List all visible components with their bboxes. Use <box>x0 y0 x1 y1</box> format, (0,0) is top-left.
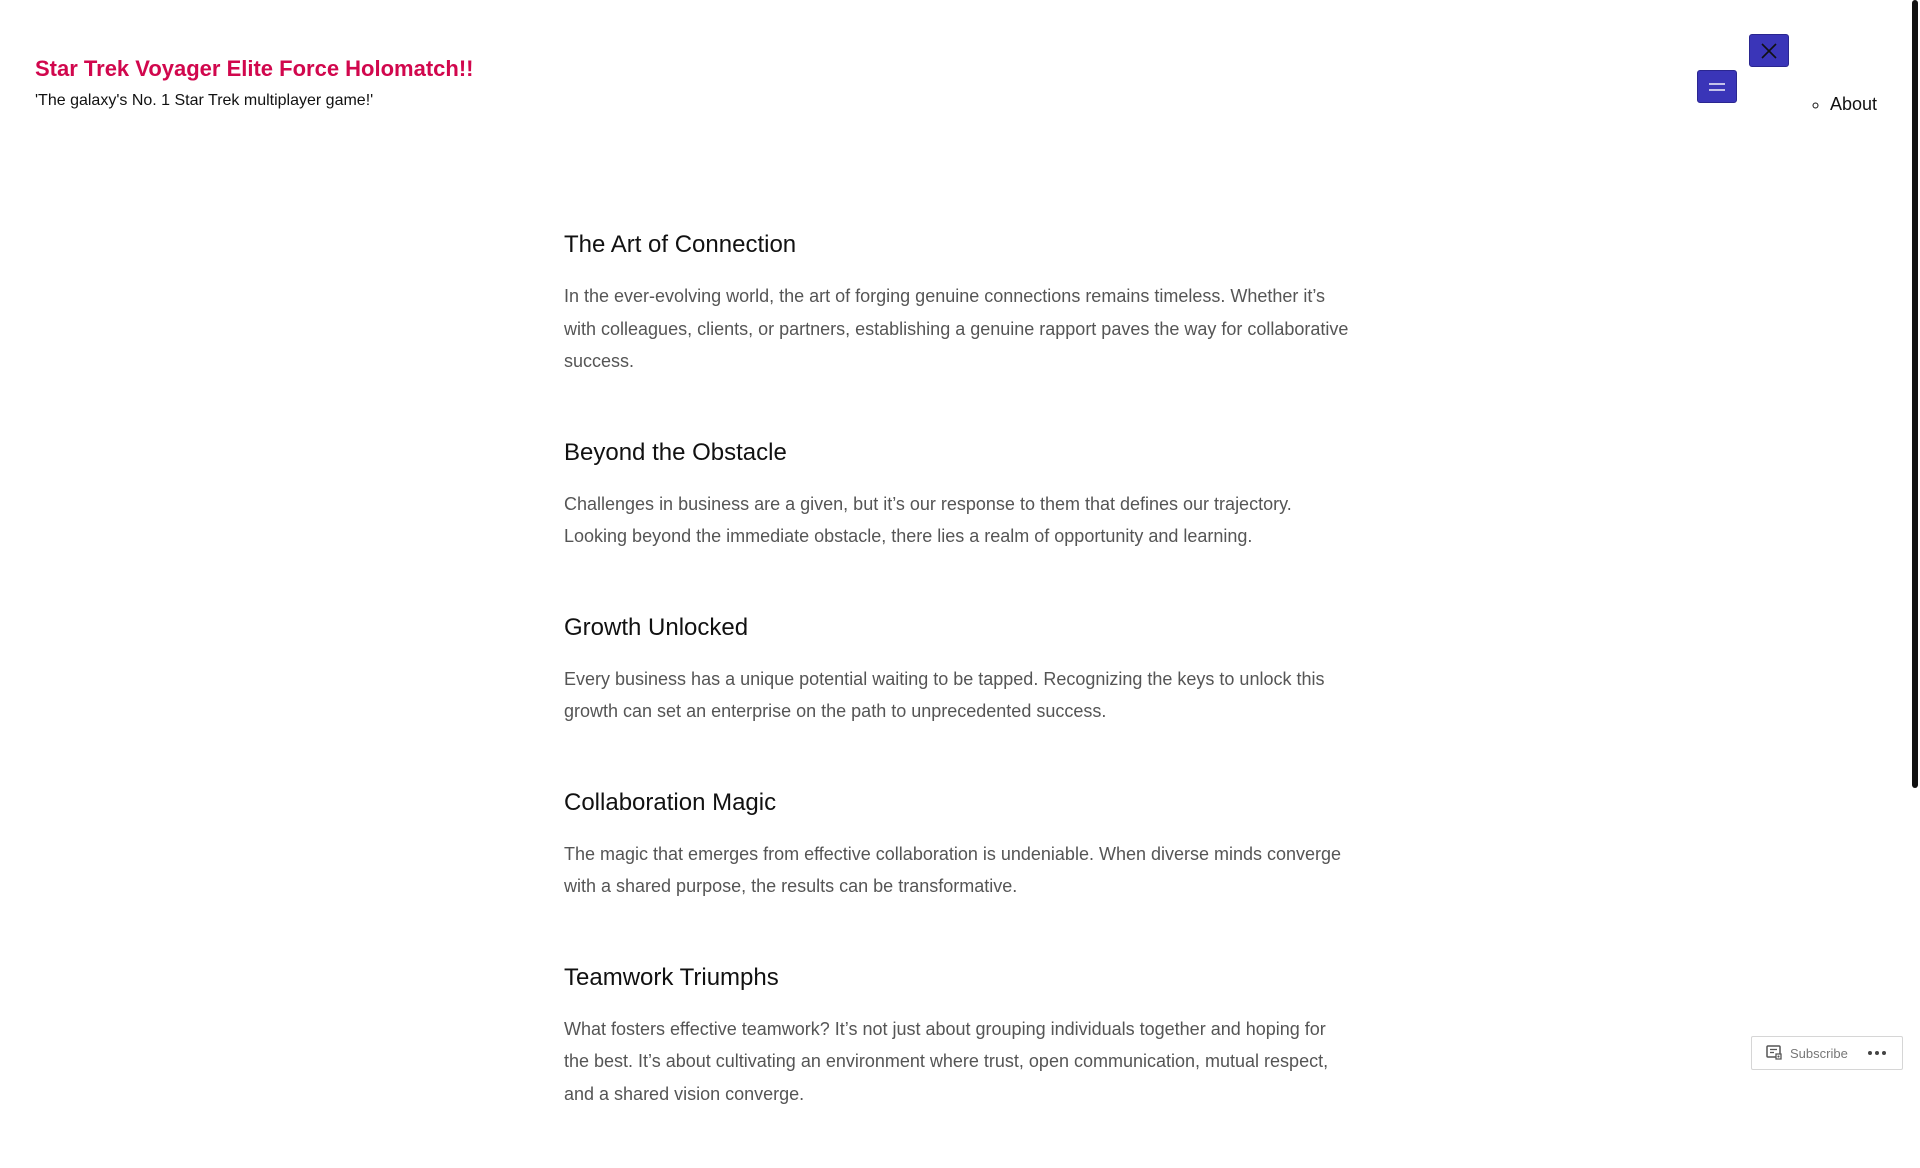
post-title[interactable]: Teamwork Triumphs <box>564 963 779 991</box>
post <box>564 961 1354 1111</box>
post-body: The magic that emerges from effective collaboration is undeniable. When diverse minds converge with a shared purpose, the results can be transformative. <box>564 843 1342 896</box>
post-body: What fosters effective teamwork? It’s not just about grouping individuals together and hoping for the best. It’s about cultivating an environment where trust, open communication, mutual respect, and a shared vision converge. <box>564 1018 1329 1104</box>
more-options-button[interactable] <box>1858 1037 1895 1069</box>
subscribe-button[interactable] <box>1752 1037 1858 1069</box>
post <box>564 611 1354 728</box>
post <box>564 436 1354 553</box>
site-title[interactable]: Star Trek Voyager Elite Force Holomatch!! <box>35 56 474 81</box>
post-list <box>564 228 1354 1168</box>
post-title[interactable]: Growth Unlocked <box>564 613 749 641</box>
post-title[interactable]: Beyond the Obstacle <box>564 438 787 466</box>
ellipsis-icon <box>1867 1050 1887 1056</box>
post <box>564 228 1354 378</box>
scrollbar-thumb[interactable] <box>1912 0 1918 788</box>
nav-link-about[interactable]: About <box>1830 94 1878 114</box>
nav-menu <box>1812 94 1877 115</box>
subscribe-bar <box>1751 1036 1903 1070</box>
post-title[interactable]: The Art of Connection <box>564 231 797 258</box>
site-tagline: 'The galaxy's No. 1 Star Trek multiplayer game!' <box>35 92 374 109</box>
close-icon <box>1760 42 1778 60</box>
post-title[interactable]: Collaboration Magic <box>564 788 777 816</box>
post-body: Every business has a unique potential waiting to be tapped. Recognizing the keys to unlock this growth can set an enterprise on the path to unprecedented success. <box>564 668 1325 721</box>
reader-icon <box>1766 1045 1784 1061</box>
subscribe-label: Subscribe <box>1790 1045 1848 1061</box>
menu-icon <box>1707 81 1727 93</box>
post-body: In the ever-evolving world, the art of forging genuine connections remains timeless. Whether it’s with colleagues, clients, or partners, establishing a genuine rapport paves the way for collaborative success. <box>564 286 1349 371</box>
post-body: Challenges in business are a given, but it’s our response to them that defines our trajectory. Looking beyond the immediate obstacle, there lies a realm of opportunity and learning. <box>564 493 1292 546</box>
nav-item-about <box>1830 94 1877 115</box>
close-menu-button[interactable] <box>1749 34 1789 67</box>
open-menu-button[interactable] <box>1697 70 1737 103</box>
post <box>564 786 1354 903</box>
